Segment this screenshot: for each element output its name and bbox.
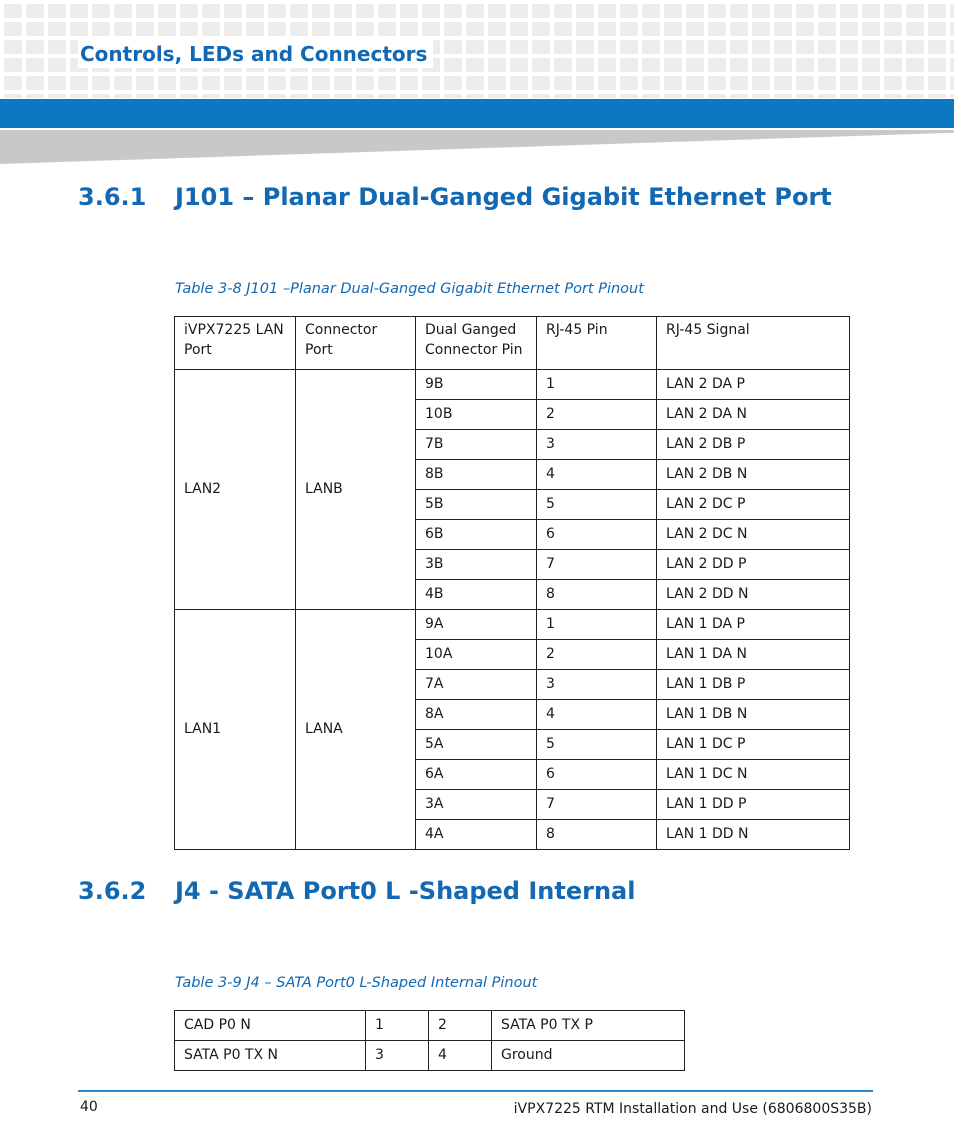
connector-port-cell: LANB <box>296 370 416 610</box>
signal-cell: LAN 1 DB P <box>657 670 850 700</box>
pin-cell: 6A <box>416 760 537 790</box>
table-cell: 1 <box>366 1011 429 1041</box>
column-header: RJ-45 Signal <box>657 317 850 370</box>
section-number: 3.6.2 <box>78 877 147 905</box>
pinout-table-j4 <box>174 1010 685 1071</box>
column-header: Connector Port <box>296 317 416 370</box>
pin-cell: 4A <box>416 820 537 850</box>
rj45-pin-cell: 3 <box>537 430 657 460</box>
signal-cell: LAN 1 DC N <box>657 760 850 790</box>
chapter-title: Controls, LEDs and Connectors <box>78 40 433 68</box>
pin-cell: 3B <box>416 550 537 580</box>
document-title: iVPX7225 RTM Installation and Use (6806800S35B) <box>513 1101 872 1117</box>
table-cell: 3 <box>366 1041 429 1071</box>
section-heading-3-6-1 <box>78 183 832 211</box>
signal-cell: LAN 2 DD N <box>657 580 850 610</box>
signal-cell: LAN 2 DA N <box>657 400 850 430</box>
rj45-pin-cell: 7 <box>537 550 657 580</box>
rj45-pin-cell: 6 <box>537 760 657 790</box>
rj45-pin-cell: 2 <box>537 400 657 430</box>
table-row <box>175 1011 685 1041</box>
signal-cell: LAN 1 DC P <box>657 730 850 760</box>
rj45-pin-cell: 6 <box>537 520 657 550</box>
pin-cell: 8B <box>416 460 537 490</box>
table-row <box>175 370 850 400</box>
pin-cell: 9A <box>416 610 537 640</box>
header-blue-bar <box>0 99 954 128</box>
rj45-pin-cell: 2 <box>537 640 657 670</box>
table-cell: CAD P0 N <box>175 1011 366 1041</box>
section-title: J4 - SATA Port0 L -Shaped Internal <box>175 877 636 905</box>
table-cell: 4 <box>429 1041 492 1071</box>
signal-cell: LAN 1 DD N <box>657 820 850 850</box>
rj45-pin-cell: 4 <box>537 700 657 730</box>
table-body <box>175 370 850 850</box>
pin-cell: 3A <box>416 790 537 820</box>
table-cell: SATA P0 TX N <box>175 1041 366 1071</box>
table-cell: SATA P0 TX P <box>492 1011 685 1041</box>
pin-cell: 8A <box>416 700 537 730</box>
pinout-table-j101 <box>174 316 850 850</box>
pin-cell: 5A <box>416 730 537 760</box>
pin-cell: 7B <box>416 430 537 460</box>
pin-cell: 9B <box>416 370 537 400</box>
section-title: J101 – Planar Dual-Ganged Gigabit Ethernet Port <box>175 183 832 211</box>
rj45-pin-cell: 5 <box>537 730 657 760</box>
table-caption-3-9: Table 3-9 J4 – SATA Port0 L-Shaped Internal Pinout <box>175 975 538 991</box>
signal-cell: LAN 2 DC N <box>657 520 850 550</box>
rj45-pin-cell: 8 <box>537 580 657 610</box>
rj45-pin-cell: 4 <box>537 460 657 490</box>
rj45-pin-cell: 1 <box>537 370 657 400</box>
table-row <box>175 610 850 640</box>
pin-cell: 6B <box>416 520 537 550</box>
signal-cell: LAN 2 DB P <box>657 430 850 460</box>
signal-cell: LAN 2 DD P <box>657 550 850 580</box>
header-gray-wedge <box>0 130 954 164</box>
table-cell: Ground <box>492 1041 685 1071</box>
section-number: 3.6.1 <box>78 183 147 211</box>
pin-cell: 7A <box>416 670 537 700</box>
pin-cell: 5B <box>416 490 537 520</box>
connector-port-cell: LANA <box>296 610 416 850</box>
rj45-pin-cell: 5 <box>537 490 657 520</box>
table-header-row <box>175 317 850 370</box>
footer-rule <box>78 1090 873 1092</box>
signal-cell: LAN 1 DA P <box>657 610 850 640</box>
signal-cell: LAN 1 DB N <box>657 700 850 730</box>
pin-cell: 4B <box>416 580 537 610</box>
signal-cell: LAN 2 DA P <box>657 370 850 400</box>
rj45-pin-cell: 1 <box>537 610 657 640</box>
rj45-pin-cell: 7 <box>537 790 657 820</box>
signal-cell: LAN 2 DC P <box>657 490 850 520</box>
column-header: RJ-45 Pin <box>537 317 657 370</box>
table-cell: 2 <box>429 1011 492 1041</box>
rj45-pin-cell: 8 <box>537 820 657 850</box>
column-header: Dual Ganged Connector Pin <box>416 317 537 370</box>
signal-cell: LAN 1 DD P <box>657 790 850 820</box>
table-row <box>175 1041 685 1071</box>
column-header: iVPX7225 LAN Port <box>175 317 296 370</box>
rj45-pin-cell: 3 <box>537 670 657 700</box>
table-caption-3-8: Table 3-8 J101 –Planar Dual-Ganged Gigabit Ethernet Port Pinout <box>175 281 644 297</box>
page-number: 40 <box>80 1099 98 1115</box>
signal-cell: LAN 1 DA N <box>657 640 850 670</box>
lan-port-cell: LAN2 <box>175 370 296 610</box>
lan-port-cell: LAN1 <box>175 610 296 850</box>
section-heading-3-6-2 <box>78 877 635 905</box>
pin-cell: 10B <box>416 400 537 430</box>
signal-cell: LAN 2 DB N <box>657 460 850 490</box>
table-body <box>175 1011 685 1071</box>
pin-cell: 10A <box>416 640 537 670</box>
